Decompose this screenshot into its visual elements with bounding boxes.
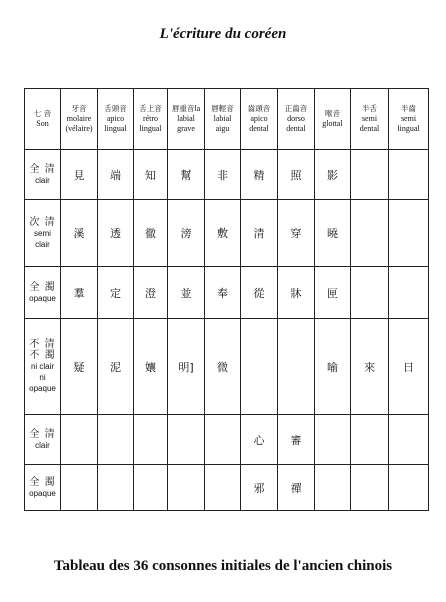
table-cell — [389, 267, 429, 319]
table-cell: 端 — [98, 150, 134, 200]
table-cell — [389, 200, 429, 267]
header-zh: 七 音 — [33, 109, 52, 118]
header-fr: Son — [36, 119, 49, 128]
table-cell — [315, 415, 351, 465]
table-row — [25, 267, 429, 319]
table-cell: 透 — [98, 200, 134, 267]
row-label-fr: clair — [35, 239, 50, 249]
table-cell — [205, 465, 241, 511]
header-cell-dorso-dental — [278, 89, 315, 150]
row-label-zh: 全 清 — [29, 163, 56, 175]
table-cell — [61, 465, 98, 511]
table-caption: Tableau des 36 consonnes initiales de l'ancien chinois — [53, 558, 393, 574]
table-cell: 徹 — [134, 200, 168, 267]
header-zh: 舌上音 — [139, 104, 162, 113]
table-cell: 奉 — [205, 267, 241, 319]
table-header-row — [25, 89, 429, 150]
row-label-zh: 不 濁 — [29, 350, 56, 361]
row-label-zh: 全 濁 — [29, 476, 56, 488]
row-label-fr: ni — [39, 373, 46, 382]
header-fr: semi — [400, 114, 417, 123]
table-cell: 邪 — [241, 465, 278, 511]
table-cell — [351, 150, 389, 200]
header-fr: dorso — [287, 114, 305, 123]
table-cell — [61, 415, 98, 465]
header-fr: glottal — [322, 119, 343, 128]
header-zh: 唇重音 — [171, 104, 195, 113]
table-cell — [351, 465, 389, 511]
header-zh: 半齒 — [401, 104, 416, 113]
header-cell-apico-dental — [241, 89, 278, 150]
table-cell — [351, 200, 389, 267]
header-zh: 齒頭音 — [247, 104, 271, 113]
row-label — [25, 150, 61, 200]
table-cell: 精 — [241, 150, 278, 200]
table-cell: 幫 — [168, 150, 205, 200]
table-cell — [134, 465, 168, 511]
table-cell: 日 — [389, 319, 429, 415]
table-cell — [315, 465, 351, 511]
table-cell: 滂 — [168, 200, 205, 267]
table-cell — [168, 415, 205, 465]
table-cell: 照 — [278, 150, 315, 200]
table-cell: 從 — [241, 267, 278, 319]
table-cell: 微 — [205, 319, 241, 415]
row-label — [25, 267, 61, 319]
header-zh: 正齒音 — [284, 104, 308, 113]
table-cell: 敷 — [205, 200, 241, 267]
table-cell — [98, 465, 134, 511]
table-cell — [98, 415, 134, 465]
table-cell — [389, 150, 429, 200]
table-row — [25, 415, 429, 465]
table-cell — [134, 415, 168, 465]
consonant-table — [24, 88, 429, 511]
header-cell-labial-grave — [168, 89, 205, 150]
table-cell: 清 — [241, 200, 278, 267]
table-cell — [278, 319, 315, 415]
table-cell — [351, 415, 389, 465]
table-cell: 曉 — [315, 200, 351, 267]
table-cell: 澄 — [134, 267, 168, 319]
table-cell: 匣 — [315, 267, 351, 319]
header-cell-semi-dental — [351, 89, 389, 150]
row-label-fr: opaque — [29, 293, 56, 303]
header-fr: molaire — [66, 114, 92, 123]
table-cell — [168, 465, 205, 511]
table-row — [25, 150, 429, 200]
header-fr: dental — [286, 124, 306, 133]
row-label-zh: 次 清 — [29, 216, 56, 228]
header-fr: la — [194, 104, 201, 113]
table-cell — [205, 415, 241, 465]
row-label-zh: 全 清 — [29, 428, 56, 440]
header-zh: 半舌 — [362, 104, 377, 113]
header-fr: labial — [213, 114, 232, 123]
table-row — [25, 200, 429, 267]
row-label-fr: opaque — [29, 488, 56, 498]
page-header-title: L'écriture du coréen — [159, 26, 287, 42]
header-fr: rétro — [142, 114, 159, 123]
header-cell-apico-lingual — [98, 89, 134, 150]
row-label-fr: clair — [35, 440, 50, 450]
header-cell-retro-lingual — [134, 89, 168, 150]
table-cell — [389, 465, 429, 511]
header-fr: aigu — [215, 124, 230, 133]
row-label-zh: 全 濁 — [29, 281, 56, 293]
table-cell: 溪 — [61, 200, 98, 267]
table-cell: 來 — [351, 319, 389, 415]
table-cell: 見 — [61, 150, 98, 200]
row-label-fr: semi — [34, 228, 51, 238]
row-label — [25, 465, 61, 511]
header-zh-line — [168, 104, 204, 114]
table-row — [25, 319, 429, 415]
table-cell — [351, 267, 389, 319]
row-label-fr: ni clair — [30, 362, 55, 371]
table-cell — [389, 415, 429, 465]
header-fr: semi — [361, 114, 378, 123]
header-zh: 牙音 — [71, 104, 87, 113]
table-row — [25, 465, 429, 511]
header-cell-labial-aigu — [205, 89, 241, 150]
header-fr: apico — [250, 114, 268, 123]
header-fr: labial — [177, 114, 195, 123]
row-label-fr: clair — [35, 175, 50, 185]
header-zh: 舌頭音 — [104, 104, 127, 113]
header-zh: 喉音 — [325, 109, 340, 118]
row-label-fr: opaque — [29, 384, 56, 393]
table-cell: 審 — [278, 415, 315, 465]
table-cell: 疑 — [61, 319, 98, 415]
table-cell: 喻 — [315, 319, 351, 415]
header-zh: 唇輕音 — [211, 104, 234, 113]
row-label — [25, 200, 61, 267]
header-cell-son — [25, 89, 61, 150]
header-cell-glottal — [315, 89, 351, 150]
table-cell: 明] — [168, 319, 205, 415]
header-fr: (vélaire) — [65, 124, 93, 133]
table-cell: 心 — [241, 415, 278, 465]
row-label — [25, 415, 61, 465]
table-cell: 定 — [98, 267, 134, 319]
row-label — [25, 319, 61, 415]
header-fr: apico — [106, 114, 125, 123]
table-cell: 並 — [168, 267, 205, 319]
table-cell — [241, 319, 278, 415]
row-label-zh: 不 清 — [29, 339, 56, 350]
header-fr: lingual — [139, 124, 162, 133]
table-cell: 穿 — [278, 200, 315, 267]
header-fr: dental — [249, 124, 269, 133]
table-cell: 影 — [315, 150, 351, 200]
header-fr: grave — [177, 124, 195, 133]
header-fr: dental — [359, 124, 380, 133]
table-cell: 非 — [205, 150, 241, 200]
header-cell-molaire — [61, 89, 98, 150]
table-cell: 禪 — [278, 465, 315, 511]
header-fr: lingual — [397, 124, 420, 133]
table-cell: 孃 — [134, 319, 168, 415]
table-cell: 泥 — [98, 319, 134, 415]
header-fr: lingual — [104, 124, 127, 133]
table-cell: 牀 — [278, 267, 315, 319]
table-cell: 羣 — [61, 267, 98, 319]
header-cell-semi-lingual — [389, 89, 429, 150]
table-cell: 知 — [134, 150, 168, 200]
